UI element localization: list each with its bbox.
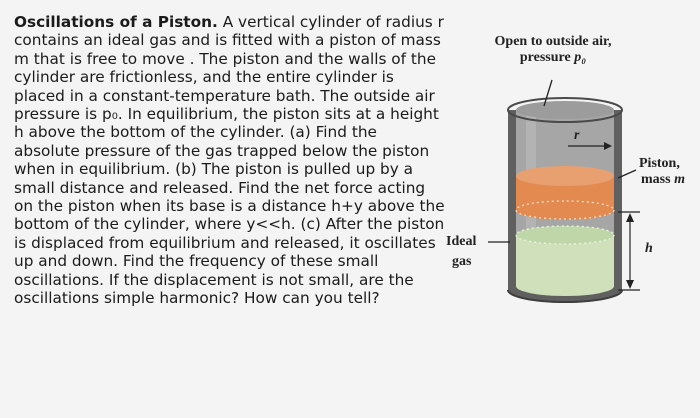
piston-label xyxy=(639,156,685,188)
height-arrowhead-down xyxy=(626,280,634,289)
radius-label: r xyxy=(574,128,580,143)
gas-label-line1: Ideal xyxy=(446,234,477,249)
problem-title: Oscillations of a Piston. xyxy=(14,13,218,31)
problem-body: A vertical cylinder of radius r contains an ideal gas and is fitted with a piston of mass m that is free to move . The piston and the walls of the cylinder are frictionless, and the entire cylinder is placed in a constant-temperature bath. The outside air pressure is p₀. In equilibrium, the piston sits at a height h above the bottom of the cylinder. (a) Find the absolute pressure of the gas trapped below the piston when in equilibrium. (b) The piston is pulled up by a small distance and released. Find the net force acting on the piston when its base is a distance h+y above the bottom of the cylinder, where y<<h. (c) After the piston is displaced from equilibrium and released, it oscillates up and down. Find the frequency of these small oscillations. If the displacement is not small, are the oscillations simple harmonic? How can you tell? xyxy=(14,13,445,308)
pressure-symbol: p₀ xyxy=(574,50,587,65)
open-top-label-line2 xyxy=(478,50,628,66)
piston-top xyxy=(516,166,614,186)
piston-mass-text: mass xyxy=(641,172,675,187)
piston-label-line1: Piston, xyxy=(639,156,680,171)
cylinder-opening xyxy=(516,101,614,119)
piston-label-line2 xyxy=(639,172,685,188)
gas-label xyxy=(446,234,476,270)
gas-label-line2: gas xyxy=(452,254,472,269)
height-arrowhead-up xyxy=(626,213,634,222)
piston-cylinder-figure xyxy=(440,28,700,328)
open-top-label-line1: Open to outside air, xyxy=(494,34,612,49)
problem-statement xyxy=(14,13,446,308)
open-top-label xyxy=(478,34,628,66)
mass-symbol: m xyxy=(674,172,685,187)
height-label: h xyxy=(645,241,653,256)
gas-top-surface xyxy=(516,226,614,244)
open-top-label-text: pressure xyxy=(519,50,575,65)
